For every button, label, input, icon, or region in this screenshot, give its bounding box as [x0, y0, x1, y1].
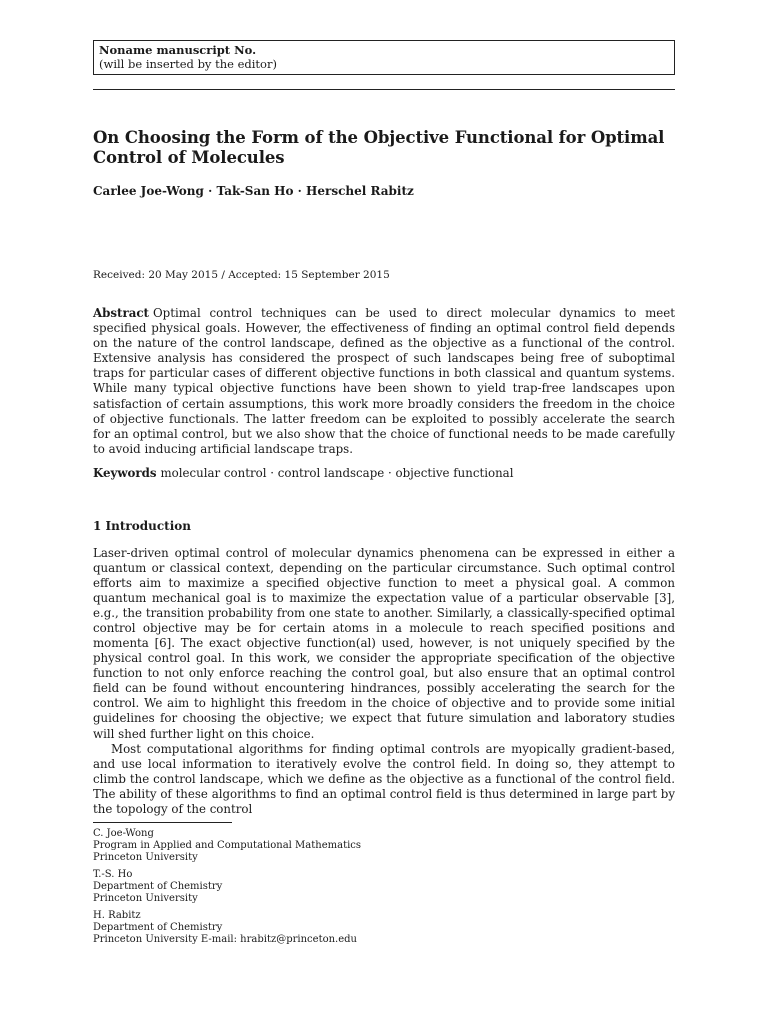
section-heading-introduction: 1 Introduction: [93, 518, 191, 533]
received-dates: Received: 20 May 2015 / Accepted: 15 September 2015: [93, 269, 390, 281]
introduction-body: [93, 546, 675, 817]
keywords: [93, 466, 675, 481]
affiliation-line: Princeton University E-mail: hrabitz@princeton.edu: [93, 933, 357, 945]
header-rule: [93, 89, 675, 90]
abstract-text: Optimal control techniques can be used to direct molecular dynamics to meet specified physical goals. However, the effectiveness of finding an optimal control field depends on the nature of the control landscape, defined as the objective as a functional of the control. Extensive analysis has considered the prospect of such landscapes being free of suboptimal traps for particular cases of different objective functions in both classical and quantum systems. While many typical objective functions have been shown to yield trap-free landscapes upon satisfaction of certain assumptions, this work more broadly considers the freedom in the choice of objective functionals. The latter freedom can be exploited to possibly accelerate the search for an optimal control, but we also show that the choice of functional needs to be made carefully to avoid inducing artificial landscape traps.: [93, 306, 675, 456]
affiliation-name: H. Rabitz: [93, 909, 141, 921]
affiliation-line: Department of Chemistry: [93, 880, 223, 892]
affiliation-rabitz: [93, 910, 675, 946]
affiliation-ho: [93, 869, 675, 905]
paper-page: [93, 40, 675, 946]
keywords-label: Keywords: [93, 465, 157, 480]
affiliation-name: C. Joe-Wong: [93, 827, 154, 839]
author-list: Carlee Joe-Wong · Tak-San Ho · Herschel Rabitz: [93, 184, 414, 198]
affiliation-line: Program in Applied and Computational Mathematics: [93, 839, 362, 851]
editor-note: (will be inserted by the editor): [99, 57, 277, 71]
abstract-label: Abstract: [93, 306, 149, 320]
affiliation-name: T.-S. Ho: [93, 868, 133, 880]
manuscript-header-box: [93, 40, 675, 75]
affiliation-line: Princeton University: [93, 851, 198, 863]
body-paragraph: Laser-driven optimal control of molecular dynamics phenomena can be expressed in either a quantum or classical context, depending on the particular circumstance. Such optimal control efforts aim to maximize a specified objective function to meet a physical goal. A common quantum mechanical goal is to maximize the expectation value of a particular observable [3], e.g., the transition probability from one state to another. Similarly, a classically-specified optimal control objective may be for certain atoms in a molecule to reach specified positions and momenta [6]. The exact objective function(al) used, however, is not uniquely specified by the physical control goal. In this work, we consider the appropriate specification of the objective function to not only enforce reaching the control goal, but also ensure that an optimal control field can be found without encountering hindrances, possibly accelerating the search for the control. We aim to highlight this freedom in the choice of objective and to provide some initial guidelines for choosing the objective; we expect that future simulation and laboratory studies will shed further light on this choice.: [93, 545, 675, 741]
keywords-text: molecular control · control landscape · objective functional: [160, 465, 514, 480]
affiliation-line: Princeton University: [93, 892, 198, 904]
manuscript-label: Noname manuscript No.: [99, 43, 257, 57]
affiliation-joe-wong: [93, 828, 675, 864]
body-paragraph: Most computational algorithms for finding optimal controls are myopically gradient-based, and use local information to iteratively evolve the control field. In doing so, they attempt to climb the control landscape, which we define as the objective as a functional of the control field. The ability of these algorithms to find an optimal control field is thus determined in large part by the topology of the control: [93, 741, 675, 816]
affiliation-line: Department of Chemistry: [93, 921, 223, 933]
paper-title: On Choosing the Form of the Objective Functional for Optimal Control of Molecules: [93, 128, 665, 167]
abstract: [93, 306, 675, 457]
footnote-rule: [93, 822, 232, 823]
